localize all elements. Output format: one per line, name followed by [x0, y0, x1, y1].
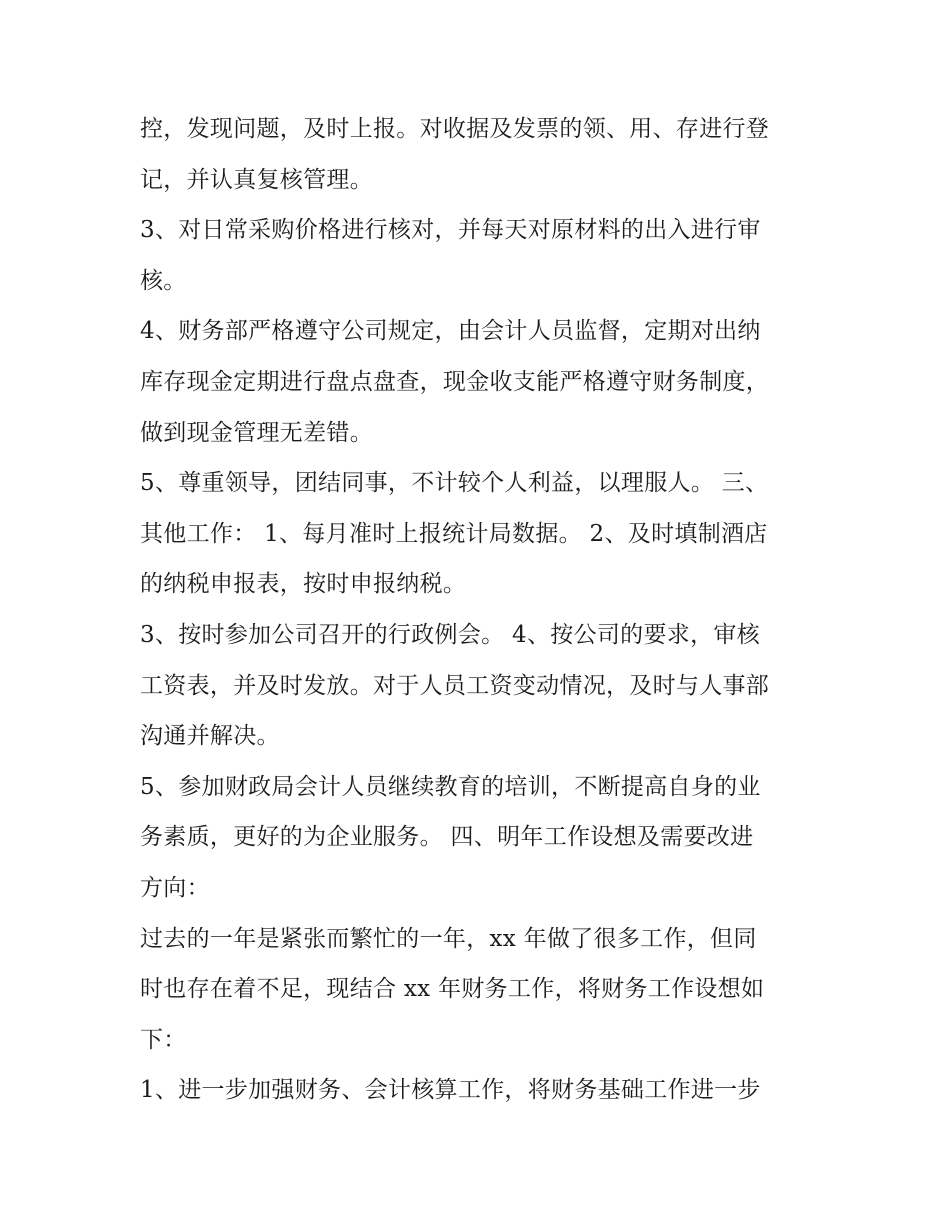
- text-line: 做到现金管理无差错。: [140, 419, 373, 446]
- text-line: 工资表，并及时发放。对于人员工资变动情况，及时与人事部: [140, 672, 770, 699]
- text-line: 记，并认真复核管理。: [140, 166, 373, 193]
- text-line: 时也存在着不足，现结合 xx 年财务工作，将财务工作设想如: [140, 976, 765, 1003]
- text-line: 3、对日常采购价格进行核对，并每天对原材料的出入进行审: [140, 217, 761, 244]
- text-line: 核。: [140, 267, 187, 294]
- text-line: 的纳税申报表，按时申报纳税。: [140, 571, 467, 598]
- text-line: 库存现金定期进行盘点盘查，现金收支能严格遵守财务制度，: [140, 368, 770, 395]
- document-body: [140, 104, 830, 1116]
- text-line: 4、财务部严格遵守公司规定，由会计人员监督，定期对出纳: [140, 318, 761, 345]
- text-line: 5、尊重领导，团结同事，不计较个人利益，以理服人。 三、: [140, 470, 769, 497]
- text-line: 5、参加财政局会计人员继续教育的培训，不断提高自身的业: [140, 773, 761, 800]
- text-line: 下：: [140, 1026, 187, 1053]
- text-line: 其他工作： 1、每月准时上报统计局数据。 2、及时填制酒店: [140, 520, 768, 547]
- text-line: 过去的一年是紧张而繁忙的一年，xx 年做了很多工作，但同: [140, 925, 757, 952]
- text-line: 务素质，更好的为企业服务。 四、明年工作设想及需要改进: [140, 824, 754, 851]
- text-line: 沟通并解决。: [140, 723, 280, 750]
- text-line: 控，发现问题，及时上报。对收据及发票的领、用、存进行登: [140, 116, 770, 142]
- text-line: 1、进一步加强财务、会计核算工作，将财务基础工作进一步: [140, 1077, 761, 1104]
- text-line: 方向：: [140, 874, 210, 901]
- text-line: 3、按时参加公司召开的行政例会。 4、按公司的要求，审核: [140, 621, 760, 648]
